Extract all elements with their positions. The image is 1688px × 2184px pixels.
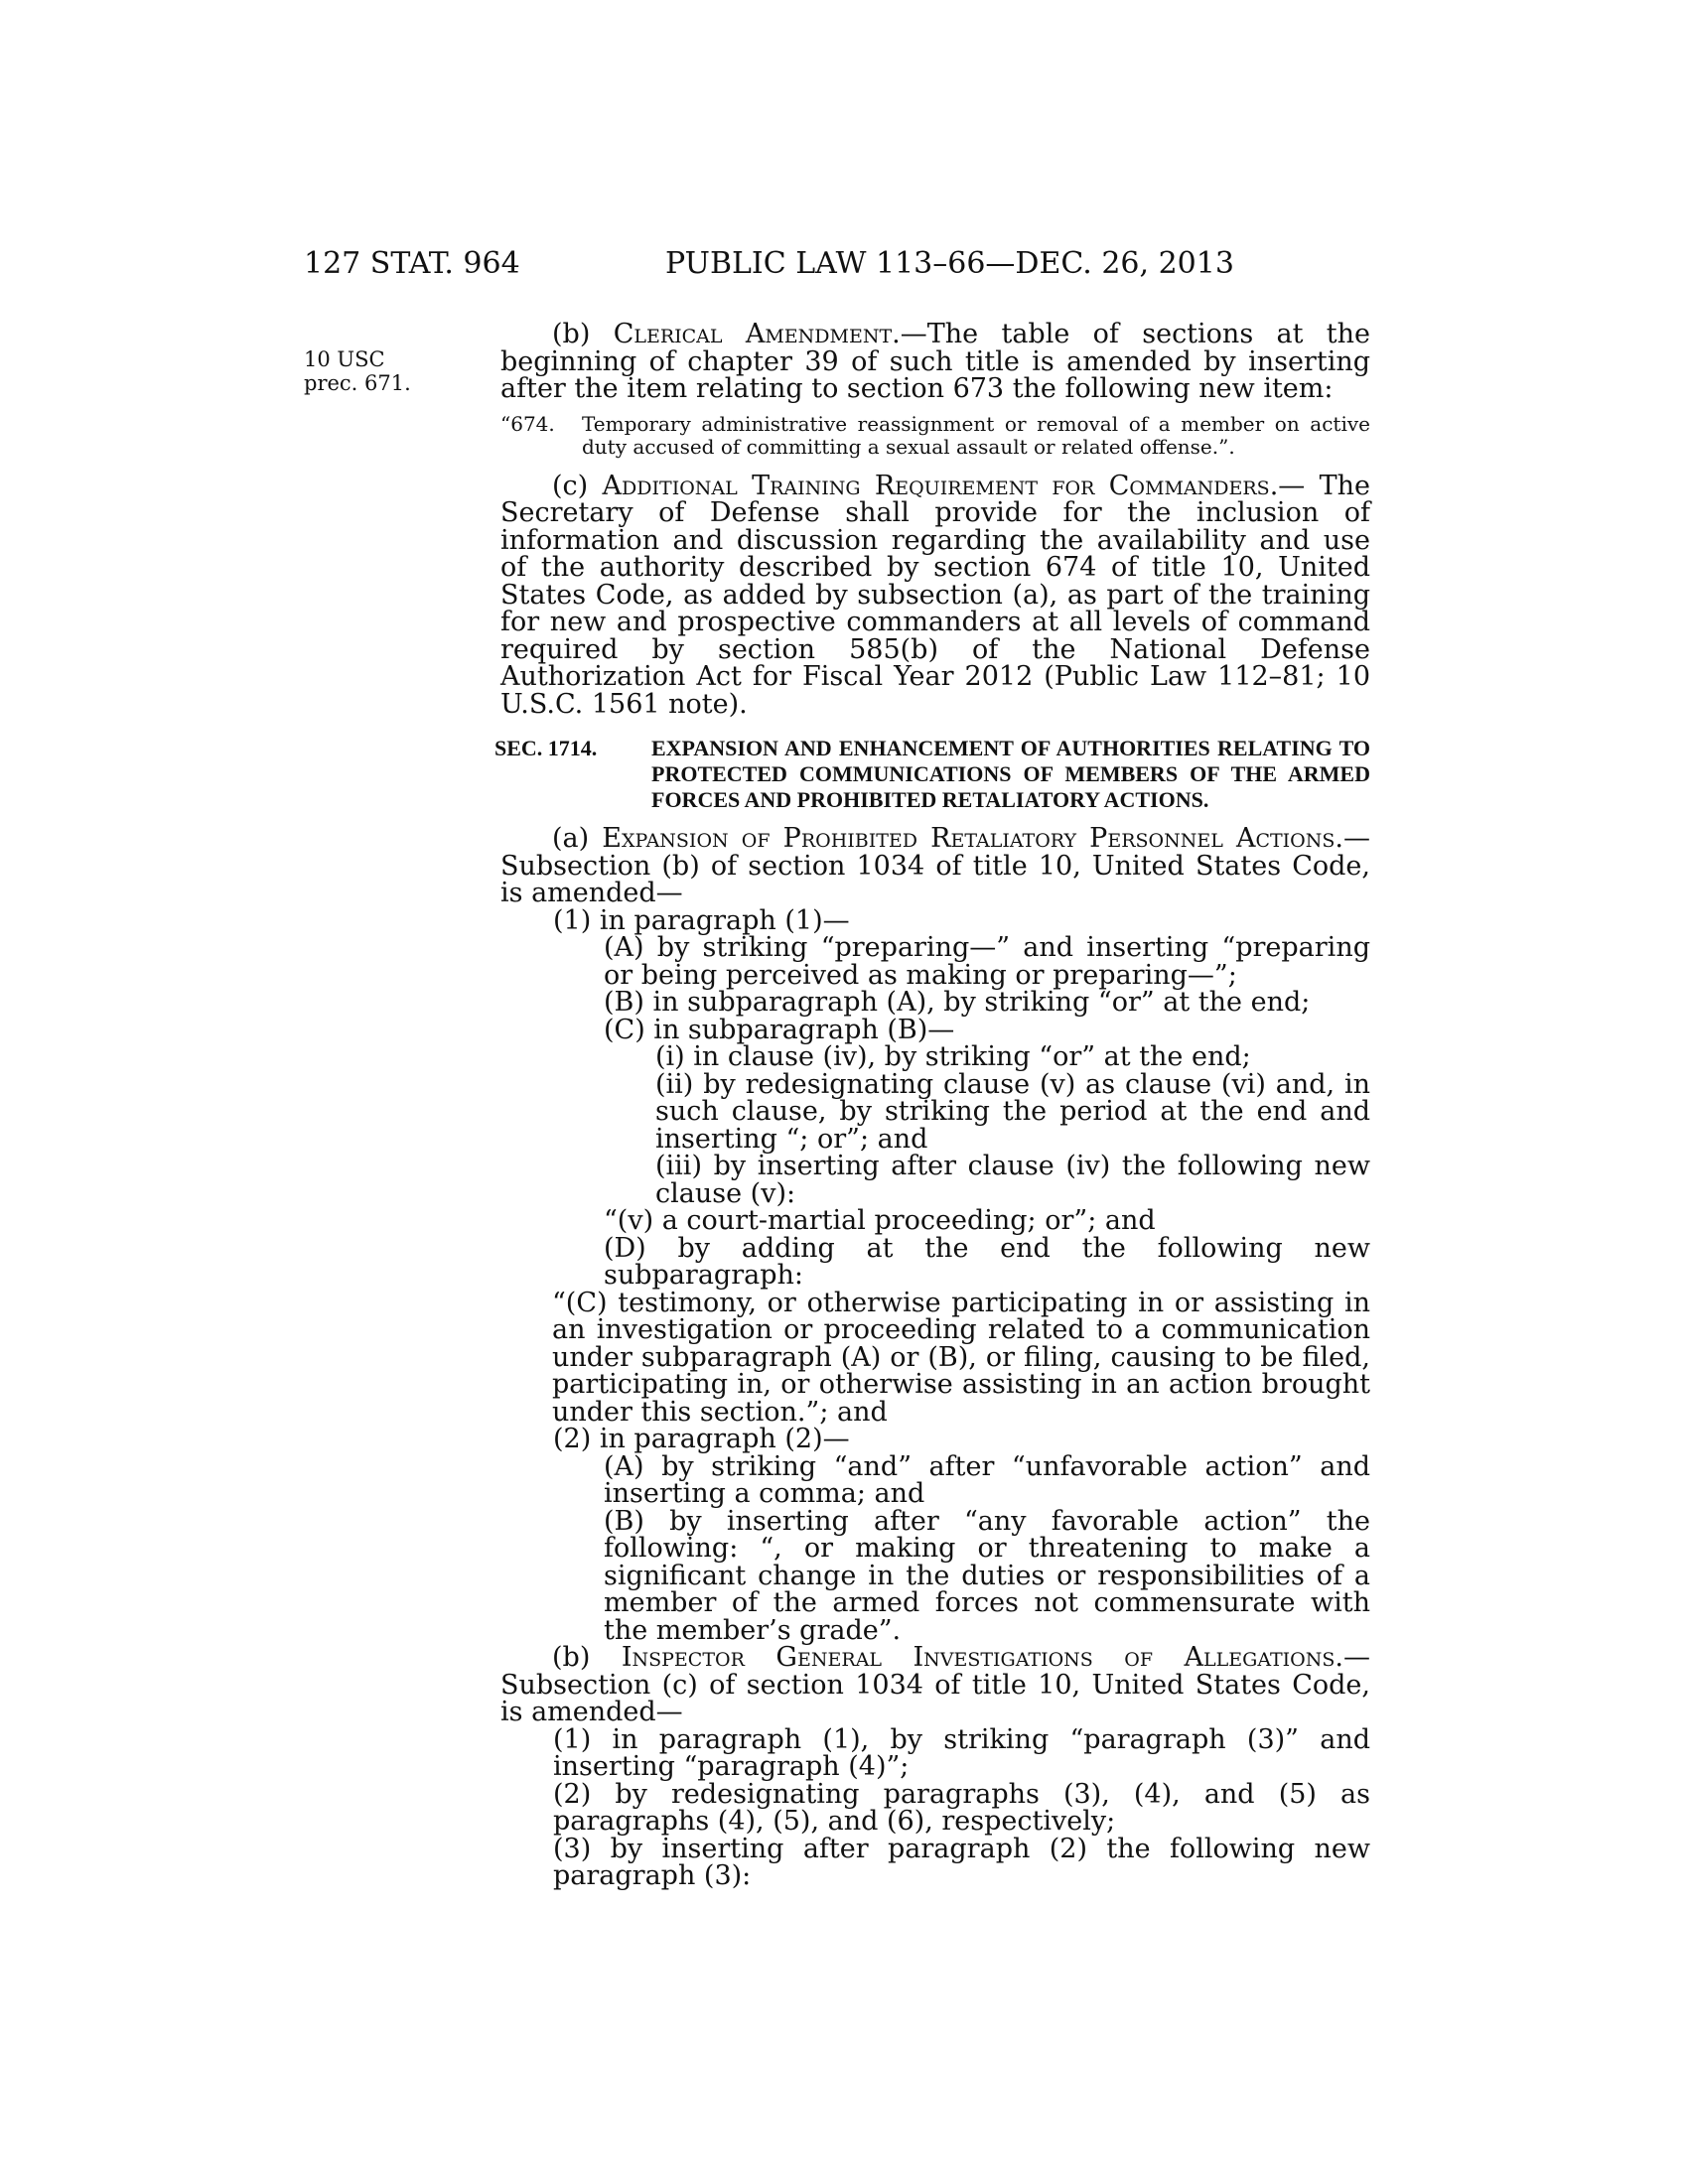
paragraph-b-inspector-general [500,1644,1370,1726]
list-item: (i) in clause (iv), by striking “or” at the end; [655,1041,1251,1072]
subsection-heading: Expansion of Prohibited Retaliatory Personnel Actions [602,823,1336,854]
subsection-label: (b) [552,319,614,349]
margin-note-line: 10 USC [304,347,385,371]
subsection-label: (a) [552,823,603,854]
paragraph-a-expansion [500,825,1370,907]
subsection-label: (c) [552,470,603,501]
paragraph-text: .— The Secretary of Defense shall provide for the inclusion of information and discussion regarding the availability and use of the authority described by section 674 of title 10, United States Code, as added by subsection (a), as part of the training for new and prospective commanders at all levels of command required by section 585(b) of the National Defense Authorization Act for Fiscal Year 2012 (Public Law 112–81; 10 U.S.C. 1561 note). [500,470,1370,720]
list-item: (2) in paragraph (2)— [553,1424,850,1454]
subsection-heading: Inspector General Investigations of Allegations [621,1642,1336,1673]
subsection-heading: Additional Training Requirement for Commanders [602,470,1270,501]
section-heading [494,736,1370,813]
paragraph-text: .—The table of sections at the beginning of chapter 39 of such title is amended by inserting after the item relating to section 673 the following new item: [500,319,1371,404]
toc-item-text: Temporary administrative reassignment or removal of a member on active duty accused of committing a sexual assault or related offense.”. [582,411,1370,459]
list-item: “(v) a court-martial proceeding; or”; and [604,1205,1156,1236]
running-header-page-citation: 127 STAT. 964 [304,246,520,281]
paragraph-b-clerical-amendment [500,321,1370,403]
running-header-title: PUBLIC LAW 113–66—DEC. 26, 2013 [665,246,1234,281]
list-item: (1) in paragraph (1)— [553,904,850,936]
list-item: (ii) by redesignating clause (v) as clause (vi) and, in such clause, by striking the period at the end and inserting “; or”; and [655,1068,1370,1155]
paragraph-text: .—Subsection (b) of section 1034 of title 10, United States Code, is amended— [500,823,1370,908]
toc-item-number: “674. [500,411,555,436]
margin-note [304,347,423,395]
list-item: (B) by inserting after “any favorable action” the following: “, or making or threatening to make a significant change in the duties or responsibilities of a member of the armed forces not commensurate with the member’s grade”. [604,1505,1370,1646]
paragraph-text: .— Subsection (c) of section 1034 of title 10, United States Code, is amended— [500,1642,1370,1727]
list-item: (C) in subparagraph (B)— [604,1014,955,1045]
margin-note-line: prec. 671. [304,371,411,395]
subsection-heading: Clerical Amendment [613,319,893,349]
table-of-sections-item [500,413,1370,459]
document-body [494,319,1371,1891]
list-item: (2) by redesignating paragraphs (3), (4), and (5) as paragraphs (4), (5), and (6), respectively; [553,1778,1370,1837]
section-title: EXPANSION AND ENHANCEMENT OF AUTHORITIES RELATING TO PROTECTED COMMUNICATIONS OF MEMBERS OF THE ARMED FORCES AND PROHIBITED RETALIATORY ACTIONS. [651,736,1370,812]
list-item: (A) by striking “preparing—” and inserting “preparing or being perceived as making or preparing—”; [604,932,1370,991]
list-item: (iii) by inserting after clause (iv) the following new clause (v): [655,1151,1370,1209]
quoted-text-block: “(C) testimony, or otherwise participating in or assisting in an investigation or proceeding related to a communication under subparagraph (A) or (B), or filing, causing to be filed, participating in, or otherwise assisting in an action brought under this section.”; and [552,1287,1370,1428]
subsection-label: (b) [552,1642,622,1673]
list-item: (D) by adding at the end the following new subparagraph: [604,1232,1370,1291]
list-item: (1) in paragraph (1), by striking “paragraph (3)” and inserting “paragraph (4)”; [553,1723,1370,1782]
list-item: (A) by striking “and” after “unfavorable action” and inserting a comma; and [604,1450,1370,1509]
list-item: (B) in subparagraph (A), by striking “or” at the end; [604,987,1311,1018]
paragraph-c-training-requirement [500,470,1370,720]
list-item: (3) by inserting after paragraph (2) the following new paragraph (3): [553,1833,1370,1891]
section-number: SEC. 1714. [494,736,598,760]
